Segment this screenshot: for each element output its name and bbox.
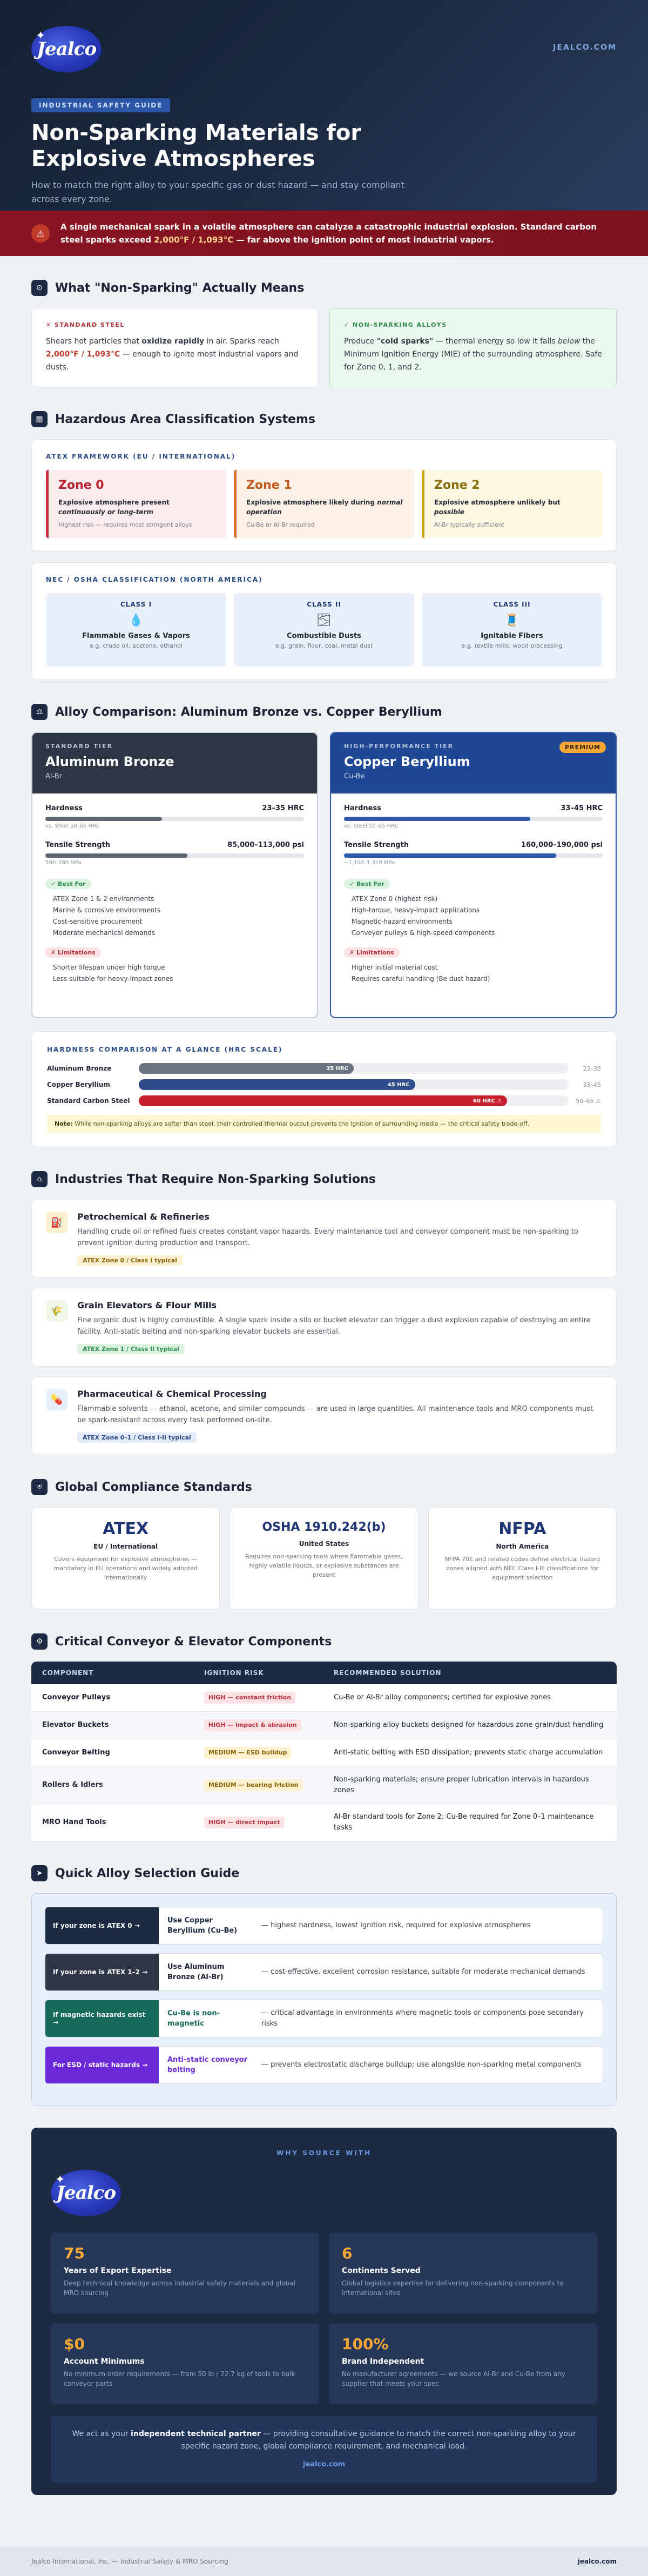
scale-icon: ⚖ <box>31 704 48 720</box>
guide-recommendation: Cu-Be is non-magnetic <box>167 2009 220 2028</box>
column-header: COMPONENT <box>31 1662 193 1684</box>
copper-beryllium-card <box>330 732 617 1018</box>
hardness-comparison-title: HARDNESS COMPARISON AT A GLANCE (HRC SCALE) <box>47 1046 283 1053</box>
stat-desc: No minimum order requirements — from 50 lb / 22.7 kg of tools to bulk conveyor parts <box>64 2370 295 2387</box>
standard-nfpa-card <box>428 1507 617 1610</box>
stat-value: $0 <box>64 2335 85 2353</box>
selection-guide <box>31 1893 617 2106</box>
hardness-range: 50–65 ⚠ <box>576 1097 601 1105</box>
card-label: ✕ STANDARD STEEL <box>46 321 125 328</box>
hardness-bar <box>45 817 162 821</box>
hardness-bars <box>47 1063 601 1106</box>
industry-title: Grain Elevators & Flour Mills <box>77 1300 217 1310</box>
risk-cell: HIGH — direct impact <box>193 1804 323 1841</box>
hardness-metric: Hardness 33–45 HRC vs. Steel 50–65 HRC <box>344 804 603 829</box>
stat-desc: Global logistics expertise for delivering non-sparking components to international sites <box>342 2279 564 2297</box>
partner-statement: We act as your independent technical partner — providing consultative guidance to match the correct non-sparking alloy to your specific hazard zone, global compliance requirement, and mechanical load. jealco.com <box>51 2416 597 2483</box>
metric-note: ~1,100–1,310 MPa <box>344 860 395 866</box>
section-title: Hazardous Area Classification Systems <box>55 412 316 426</box>
component-cell: Rollers & Idlers <box>31 1767 193 1804</box>
section-header-guide <box>31 1865 617 1881</box>
section-title: Industries That Require Non-Sparking Solutions <box>55 1172 376 1186</box>
zone-1-card <box>234 470 414 538</box>
guide-reason: — prevents electrostatic discharge buildup; use alongside non-sparking metal components <box>261 2061 582 2069</box>
hardness-metric: Hardness 23–35 HRC vs. Steel 50–65 HRC <box>45 804 304 829</box>
star-icon: ✦ <box>36 29 46 43</box>
page-subtitle: How to match the right alloy to your specific gas or dust hazard — and stay compliant across every zone. <box>31 180 404 204</box>
best-for-list <box>45 893 304 939</box>
alloy-body <box>32 793 317 1003</box>
industry-card <box>31 1376 617 1455</box>
industry-title: Petrochemical & Refineries <box>77 1212 210 1222</box>
list-item: ATEX Zone 1 & 2 environments <box>53 895 154 903</box>
section-title: Critical Conveyor & Elevator Components <box>55 1635 332 1649</box>
tensile-bar <box>344 853 556 858</box>
star-icon: ✦ <box>55 2173 65 2187</box>
hardness-bar-row <box>47 1079 601 1090</box>
hardness-bar <box>344 817 530 821</box>
premium-badge: PREMIUM <box>559 742 606 753</box>
column-header: IGNITION RISK <box>193 1662 323 1684</box>
dust-icon: 🌫 <box>316 614 332 627</box>
solution-cell: Cu-Be or Al-Br alloy components; certified for explosive zones <box>323 1684 617 1712</box>
guide-row <box>45 1907 603 1945</box>
industry-tag: ATEX Zone 1 / Class II typical <box>77 1344 185 1354</box>
zone-title: Zone 1 <box>246 479 292 492</box>
hardness-bar-fill: 45 HRC <box>139 1079 415 1090</box>
risk-cell: HIGH — constant friction <box>193 1684 323 1712</box>
solution-cell: Non-sparking alloy buckets designed for hazardous zone grain/dust handling <box>323 1712 617 1739</box>
nec-classification-card <box>31 562 617 680</box>
hardness-note: Note: While non-sparking alloys are softer than steel, their controlled thermal output prevents the ignition of surrounding media — the critical safety trade-off. <box>47 1115 601 1133</box>
hardness-comparison-card <box>31 1031 617 1147</box>
stat-desc: Deep technical knowledge across industrial safety materials and global MRO sourcing <box>64 2279 295 2297</box>
tensile-metric: Tensile Strength 160,000–190,000 psi ~1,100–1,310 MPa <box>344 841 603 866</box>
standard-steel-card <box>31 308 319 387</box>
warning-icon: ⚠ <box>31 224 50 243</box>
fiber-icon: 🧵 <box>504 614 519 627</box>
standard-name: NFPA <box>498 1519 546 1538</box>
zone-desc: Explosive atmosphere likely during normal operation <box>246 499 403 516</box>
warning-banner <box>0 211 648 256</box>
section-title: Alloy Comparison: Aluminum Bronze vs. Copper Beryllium <box>55 705 442 719</box>
table-row <box>31 1739 617 1767</box>
partner-link[interactable]: jealco.com <box>302 2460 346 2469</box>
table-row <box>31 1684 617 1712</box>
column-header: RECOMMENDED SOLUTION <box>323 1662 617 1684</box>
list-item: Higher initial material cost <box>352 964 438 971</box>
guide-row <box>45 1953 603 1991</box>
warning-text: A single mechanical spark in a volatile atmosphere can catalyze a catastrophic industrial explosion. Standard carbon steel sparks exceed 2,000°F / 1,093°C — far above the ignition point of most industrial vapors. <box>60 222 597 245</box>
section-title: What "Non-Sparking" Actually Means <box>55 281 305 295</box>
page-title: Non-Sparking Materials for Explosive Atmospheres <box>31 120 362 171</box>
list-item: Moderate mechanical demands <box>53 929 156 937</box>
risk-cell: MEDIUM — ESD buildup <box>193 1739 323 1767</box>
solution-cell: Non-sparking materials; ensure proper lubrication intervals in hazardous zones <box>323 1767 617 1804</box>
standard-name: ATEX <box>103 1519 149 1538</box>
table-row <box>31 1804 617 1841</box>
zone-title: Zone 0 <box>58 479 104 492</box>
class-examples: e.g. grain, flour, coal, metal dust <box>275 642 373 649</box>
alloy-name: Copper Beryllium <box>344 754 470 769</box>
gear-icon: ⚙ <box>31 1633 48 1650</box>
factory-icon: ⌂ <box>31 1171 48 1187</box>
compass-icon: ➤ <box>31 1865 48 1881</box>
site-link[interactable]: JEALCO.COM <box>553 43 617 52</box>
alloy-header <box>32 733 317 793</box>
list-item: Less suitable for heavy-impact zones <box>53 975 173 983</box>
stat-desc: No manufacturer agreements — we source Al-Br and Cu-Be from any supplier that meets your spec <box>342 2370 565 2387</box>
guide-condition: If your zone is ATEX 0 → <box>45 1907 159 1944</box>
hardness-bar-row <box>47 1063 601 1074</box>
industry-icon: 💊 <box>46 1389 68 1410</box>
stat-card <box>51 2232 319 2313</box>
class-title: CLASS III <box>493 601 531 608</box>
industry-card <box>31 1199 617 1278</box>
standard-osha-card <box>230 1507 418 1610</box>
guide-condition: If magnetic hazards exist → <box>45 2000 159 2037</box>
industry-list <box>31 1199 617 1455</box>
hardness-bar-fill: 60 HRC ⚠ <box>139 1095 507 1106</box>
guide-recommendation: Use Aluminum Bronze (Al-Br) <box>167 1963 225 1981</box>
table-row <box>31 1712 617 1739</box>
guide-reason: — highest hardness, lowest ignition risk, required for explosive atmospheres <box>261 1921 531 1929</box>
stat-title: Continents Served <box>342 2266 421 2275</box>
stat-title: Brand Independent <box>342 2357 424 2366</box>
standards-list <box>31 1507 617 1610</box>
stat-title: Account Minimums <box>64 2357 145 2366</box>
class-3-card <box>422 593 602 667</box>
stats-grid <box>51 2232 597 2404</box>
logo-text: Jealco <box>36 38 97 60</box>
standard-name: OSHA 1910.242(b) <box>262 1521 386 1534</box>
limitations-list <box>45 962 304 985</box>
guide-condition: If your zone is ATEX 1–2 → <box>45 1954 159 1990</box>
component-cell: Elevator Buckets <box>31 1712 193 1739</box>
list-item: Requires careful handling (Be dust hazard) <box>352 975 490 983</box>
class-name: Combustible Dusts <box>287 632 361 640</box>
stat-title: Years of Export Expertise <box>64 2266 172 2275</box>
metric-note: vs. Steel 50–65 HRC <box>45 823 100 829</box>
standard-desc: NFPA 70E and related codes define electrical hazard zones aligned with NEC Class I-III classifications for equipment selection <box>444 1556 600 1581</box>
hardness-range: 23–35 <box>583 1065 601 1072</box>
card-body: Produce "cold sparks" — thermal energy so low it falls below the Minimum Ignition Energy (MIE) of the surrounding atmosphere. Safe for Zone 0, 1, and 2. <box>344 337 602 372</box>
class-name: Flammable Gases & Vapors <box>82 632 190 640</box>
atex-framework-card <box>31 439 617 551</box>
guide-reason: — critical advantage in environments where magnetic tools or components pose secondary risks <box>261 2009 584 2028</box>
standard-region: United States <box>299 1540 349 1548</box>
info-icon: ⊙ <box>31 280 48 296</box>
section-header-alloys <box>31 704 617 720</box>
guide-reason: — cost-effective, excellent corrosion resistance, suitable for moderate mechanical demands <box>261 1968 585 1976</box>
guide-condition: For ESD / static hazards → <box>45 2047 159 2083</box>
list-item: ATEX Zone 0 (highest risk) <box>352 895 438 903</box>
tensile-metric: Tensile Strength 85,000–113,000 psi 590–780 MPa <box>45 841 304 866</box>
list-item: High-torque, heavy-impact applications <box>352 906 480 914</box>
industry-title: Pharmaceutical & Chemical Processing <box>77 1389 267 1399</box>
guide-badge: INDUSTRIAL SAFETY GUIDE <box>31 98 170 112</box>
list-item: Magnetic-hazard environments <box>352 918 453 925</box>
limitations-badge: ✗ Limitations <box>344 947 400 958</box>
section-header-conveyor <box>31 1633 617 1650</box>
zone-note: Al-Br typically sufficient <box>434 521 504 528</box>
stat-card <box>329 2323 597 2404</box>
components-table <box>31 1662 617 1841</box>
guide-row <box>45 2046 603 2084</box>
zone-2-card <box>422 470 602 538</box>
risk-cell: MEDIUM — bearing friction <box>193 1767 323 1804</box>
zone-list <box>46 470 602 538</box>
zone-desc: Explosive atmosphere unlikely but possible <box>434 499 561 516</box>
alloy-tier: STANDARD TIER <box>45 743 113 750</box>
industry-icon: 🌾 <box>46 1300 68 1322</box>
table-header-row <box>31 1662 617 1684</box>
standard-region: EU / International <box>93 1543 158 1550</box>
shield-icon: ⛨ <box>31 1479 48 1495</box>
hardness-bar-label: Aluminum Bronze <box>47 1064 112 1072</box>
class-name: Ignitable Fibers <box>481 632 543 640</box>
best-for-badge: ✓ Best For <box>45 879 91 889</box>
aluminum-bronze-card <box>31 732 318 1018</box>
risk-cell: HIGH — impact & abrasion <box>193 1712 323 1739</box>
best-for-badge: ✓ Best For <box>344 879 390 889</box>
alloy-header <box>331 733 616 793</box>
card-label: ✓ NON-SPARKING ALLOYS <box>344 321 447 328</box>
stat-value: 6 <box>342 2244 353 2262</box>
why-source-panel <box>31 2128 617 2495</box>
component-cell: Conveyor Pulleys <box>31 1684 193 1712</box>
footer-text: Jealco International, Inc. — Industrial Safety & MRO Sourcing <box>31 2558 228 2565</box>
list-item: Cost-sensitive procurement <box>53 918 143 925</box>
class-examples: e.g. textile mills, wood processing <box>461 642 563 649</box>
industry-desc: Fine organic dust is highly combustible. A single spark inside a silo or bucket elevator can trigger a dust explosion capable of destroying an entire facility. Anti-static belting and non-sparking elevator buckets are essential. <box>77 1316 591 1336</box>
industry-desc: Flammable solvents — ethanol, acetone, and similar compounds — are used in large quantities. All maintenance tools and MRO components must be spark-resistant across every task performed on-site. <box>77 1405 593 1424</box>
droplet-icon: 💧 <box>129 614 144 627</box>
tensile-bar <box>45 853 187 858</box>
metric-note: 590–780 MPa <box>45 860 82 866</box>
table-row <box>31 1767 617 1804</box>
non-sparking-alloy-card <box>329 308 617 387</box>
guide-row <box>45 2000 603 2037</box>
section-header-compliance <box>31 1479 617 1495</box>
card-body: Shears hot particles that oxidize rapidly in air. Sparks reach 2,000°F / 1,093°C — enough to ignite most industrial vapors and dusts. <box>46 337 299 372</box>
logo[interactable] <box>31 26 102 72</box>
class-list <box>46 593 602 667</box>
industry-card <box>31 1288 617 1367</box>
limitations-list <box>344 962 603 985</box>
component-cell: MRO Hand Tools <box>31 1804 193 1841</box>
section-title: Global Compliance Standards <box>55 1480 252 1494</box>
main-content <box>0 280 648 2495</box>
why-label: WHY SOURCE WITH <box>276 2149 372 2157</box>
solution-cell: Anti-static belting with ESD dissipation; prevents static charge accumulation <box>323 1739 617 1767</box>
class-title: CLASS II <box>307 601 341 608</box>
standard-atex-card <box>31 1507 220 1610</box>
alloy-symbol: Cu-Be <box>344 772 365 781</box>
alloy-tier: HIGH-PERFORMANCE TIER <box>344 743 454 750</box>
alloy-name: Aluminum Bronze <box>45 754 174 769</box>
list-item: Shorter lifespan under high torque <box>53 964 165 971</box>
framework-label: NEC / OSHA CLASSIFICATION (NORTH AMERICA) <box>46 576 263 583</box>
logo-text: Jealco <box>56 2182 116 2204</box>
industry-icon: ⛽ <box>46 1212 68 1233</box>
hardness-bar-row <box>47 1095 601 1106</box>
stat-card <box>51 2323 319 2404</box>
alloy-cards <box>31 732 617 1018</box>
zone-desc: Explosive atmosphere present continuously or long-term <box>58 499 170 516</box>
definition-cards <box>31 308 617 387</box>
stat-value: 75 <box>64 2244 85 2262</box>
industry-desc: Handling crude oil or refined fuels creates constant vapor hazards. Every maintenance tool and conveyor component must be non-sparking to prevent ignition during production and transport. <box>77 1228 578 1247</box>
class-2-card <box>234 593 414 667</box>
section-header-hazard <box>31 411 617 427</box>
industry-tag: ATEX Zone 0 / Class I typical <box>77 1255 183 1266</box>
alloy-body <box>331 793 616 1003</box>
why-logo <box>51 2170 121 2216</box>
alloy-symbol: Al-Br <box>45 772 62 781</box>
grid-icon: ▦ <box>31 411 48 427</box>
footer <box>0 2547 648 2576</box>
zone-title: Zone 2 <box>434 479 480 492</box>
solution-cell: Al-Br standard tools for Zone 2; Cu-Be required for Zone 0–1 maintenance tasks <box>323 1804 617 1841</box>
component-cell: Conveyor Belting <box>31 1739 193 1767</box>
hardness-bar-label: Standard Carbon Steel <box>47 1097 130 1105</box>
industry-tag: ATEX Zone 0–1 / Class I-II typical <box>77 1432 197 1443</box>
zone-0-card <box>46 470 226 538</box>
hardness-range: 33–45 <box>583 1081 601 1088</box>
list-item: Marine & corrosive environments <box>53 906 161 914</box>
section-header-meaning <box>31 280 617 296</box>
guide-recommendation: Anti-static conveyor belting <box>167 2056 248 2074</box>
zone-note: Highest risk — requires most stringent alloys <box>58 521 192 528</box>
class-examples: e.g. crude oil, acetone, ethanol <box>90 642 183 649</box>
list-item: Conveyor pulleys & high-speed components <box>352 929 495 937</box>
class-1-card <box>46 593 226 667</box>
class-title: CLASS I <box>120 601 152 608</box>
best-for-list <box>344 893 603 939</box>
hero <box>0 0 648 211</box>
zone-note: Cu-Be or Al-Br required <box>246 521 315 528</box>
standard-desc: Covers equipment for explosive atmospheres — mandatory in EU operations and widely adopted internationally <box>53 1556 198 1581</box>
metric-note: vs. Steel 50–65 HRC <box>344 823 399 829</box>
section-header-industries <box>31 1171 617 1187</box>
guide-recommendation: Use Copper Beryllium (Cu-Be) <box>167 1916 238 1935</box>
standard-region: North America <box>496 1543 549 1550</box>
stat-value: 100% <box>342 2335 389 2353</box>
hardness-bar-fill: 35 HRC <box>139 1063 354 1074</box>
hardness-bar-label: Copper Beryllium <box>47 1080 110 1088</box>
standard-desc: Requires non-sparking tools where flammable gases, highly volatile liquids, or explosive substances are present <box>245 1553 403 1578</box>
framework-label: ATEX FRAMEWORK (EU / INTERNATIONAL) <box>46 453 236 460</box>
limitations-badge: ✗ Limitations <box>45 947 101 958</box>
section-title: Quick Alloy Selection Guide <box>55 1866 240 1880</box>
stat-card <box>329 2232 597 2313</box>
footer-link[interactable]: jealco.com <box>577 2558 617 2565</box>
